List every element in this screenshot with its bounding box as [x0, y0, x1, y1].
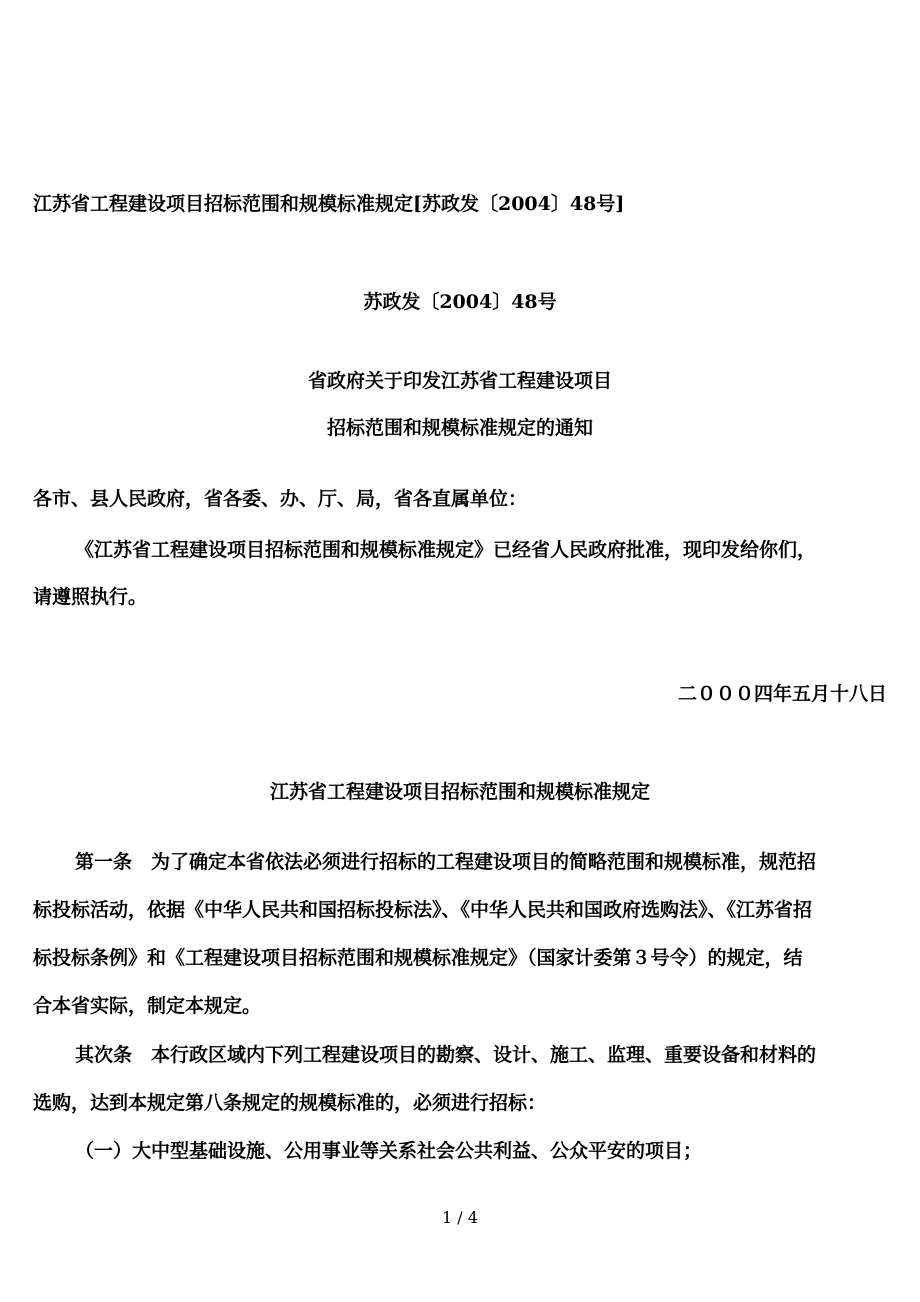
article-2-line-2: 选购，达到本规定第八条规定的规模标准的，必须进行招标：: [33, 1092, 547, 1114]
article-1-line-2: 标投标活动，依据《中华人民共和国招标投标法》、《中华人民共和国政府选购法》、《江苏省招: [33, 899, 813, 921]
article-1-line-1: 第一条 为了确定本省依法必须进行招标的工程建设项目的简略范围和规模标准，规范招: [75, 851, 817, 873]
article-2-line-1: 其次条 本行政区域内下列工程建设项目的勘察、设计、施工、监理、重要设备和材料的: [75, 1044, 817, 1066]
notice-body-line-1: 《江苏省工程建设项目招标范围和规模标准规定》已经省人民政府批准，现印发给你们，: [75, 539, 817, 561]
article-1-line-3: 标投标条例》和《工程建设项目招标范围和规模标准规定》（国家计委第３号令）的规定，结: [33, 947, 803, 969]
document-heading: 江苏省工程建设项目招标范围和规模标准规定[苏政发〔2004〕48号]: [33, 193, 625, 215]
notice-title-line-1: 省政府关于印发江苏省工程建设项目: [307, 370, 612, 392]
page-indicator: 1 / 4: [442, 1208, 478, 1227]
notice-date: 二０００四年五月十八日: [677, 683, 887, 705]
article-2-item-1: （一）大中型基础设施、公用事业等关系社会公共利益、公众平安的项目；: [75, 1140, 703, 1162]
addressee: 各市、县人民政府，省各委、办、厅、局，省各直属单位：: [33, 488, 528, 510]
notice-title-line-2: 招标范围和规模标准规定的通知: [326, 417, 593, 439]
document-number: 苏政发〔2004〕48号: [363, 291, 557, 313]
regulation-title: 江苏省工程建设项目招标范围和规模标准规定: [269, 781, 650, 803]
article-1-line-4: 合本省实际，制定本规定。: [33, 995, 262, 1017]
notice-body-line-2: 请遵照执行。: [33, 586, 148, 608]
